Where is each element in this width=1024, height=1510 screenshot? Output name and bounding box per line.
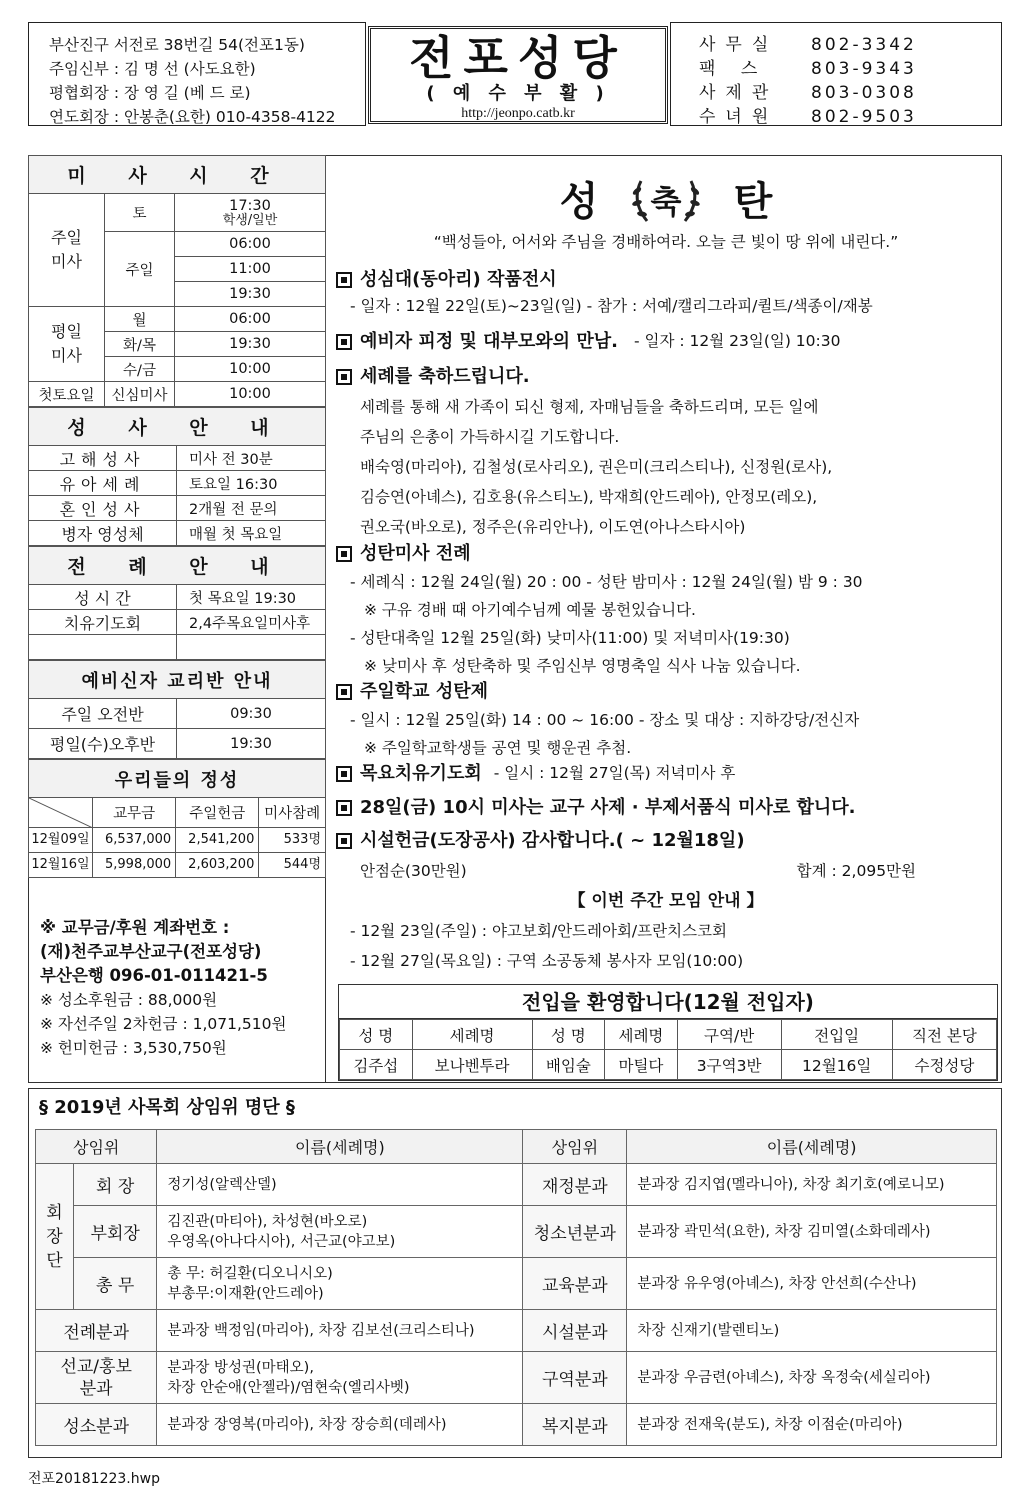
contact-value: 803-0308 <box>811 83 917 103</box>
offerings-attend: 544명 <box>259 853 326 878</box>
pastor-name: 주임신부 : 김 명 선 (사도요한) <box>49 60 256 78</box>
committee-name: 분과장 우금련(아녜스), 차장 옥정숙(세실리아) <box>637 1369 931 1386</box>
first-sat-time: 10:00 <box>175 382 326 407</box>
bullet-square-icon <box>336 684 352 700</box>
notice-item <box>336 794 996 821</box>
liturgy-name: 성 시 간 <box>29 585 177 610</box>
committee-group: 회장단 <box>36 1164 74 1310</box>
notice-heading <box>336 266 996 293</box>
banner-char: 탄 <box>733 179 773 225</box>
account-title: ※ 교무금/후원 계좌번호 : <box>40 918 230 937</box>
sat-time-value: 17:30 <box>229 197 271 214</box>
bullet-square-icon <box>336 334 352 350</box>
notice-heading <box>336 678 996 706</box>
committee-name: 김진관(마티아), 차성현(바오로) <box>167 1213 368 1230</box>
council-head: 평협회장 : 장 영 길 (베 드 로) <box>49 84 251 102</box>
notice-line: 세례를 통해 새 가족이 되신 형제, 자매님들을 축하드리며, 모든 일에 <box>360 398 819 416</box>
committee-names <box>157 1164 523 1206</box>
notice-item <box>336 760 996 787</box>
committee-category: 부회장 <box>74 1206 157 1258</box>
first-sat-type: 신심미사 <box>105 382 175 407</box>
contact-info <box>670 22 1002 126</box>
contact-row <box>699 81 1001 105</box>
sacrament-info: 매월 첫 목요일 <box>177 521 326 546</box>
sacrament-title: 성 사 안 내 <box>29 408 326 446</box>
newcomer-cell: 보나벤투라 <box>412 1050 532 1080</box>
committee-names <box>157 1352 523 1404</box>
offerings-date: 12월09일 <box>29 828 93 853</box>
account-item: ※ 헌미헌금 : 3,530,750원 <box>40 1039 227 1057</box>
notice-title: 주일학교 성탄제 <box>360 681 488 702</box>
parish-subtitle: ( 예 수 부 활 ) <box>426 83 610 104</box>
bullet-square-icon <box>336 800 352 816</box>
newcomer-header: 직전 본당 <box>892 1020 996 1050</box>
notice-item <box>336 540 996 680</box>
committee-header: 상임위 <box>36 1130 157 1164</box>
offerings-corner <box>29 798 93 828</box>
account-holder: (재)천주교부산교구(전포성당) <box>40 942 262 961</box>
title-box <box>368 26 668 124</box>
committee-name: 분과장 유우영(아녜스), 차장 안선희(수산나) <box>637 1275 917 1292</box>
yeondo-head: 연도회장 : 안봉춘(요한) 010-4358-4122 <box>49 108 336 126</box>
committee-names <box>157 1310 523 1352</box>
contact-row <box>699 57 1001 81</box>
notice-item <box>336 362 996 542</box>
contact-label: 수녀원 <box>699 107 779 127</box>
newcomer-cell: 마틸다 <box>605 1050 678 1080</box>
newcomer-cell: 수정성당 <box>892 1050 996 1080</box>
file-name-footer: 전포20181223.hwp <box>28 1471 160 1487</box>
sun-time: 19:30 <box>175 282 326 307</box>
newcomer-header: 전입일 <box>781 1020 892 1050</box>
banner-char: 성 <box>559 179 599 225</box>
notice-title: 성탄미사 전례 <box>360 543 471 564</box>
weekday-day: 월 <box>105 307 175 332</box>
committee-name: 부총무:이재환(안드레아) <box>167 1285 324 1302</box>
committee-names <box>627 1352 997 1404</box>
bullet-square-icon <box>336 369 352 385</box>
offerings-sunday: 2,541,200 <box>176 828 259 853</box>
notice-line: - 성탄대축일 12월 25일(화) 낮미사(11:00) 및 저녁미사(19:30) <box>350 629 790 647</box>
catechumen-title: 예비신자 교리반 안내 <box>29 661 326 699</box>
weekday-time: 10:00 <box>175 357 326 382</box>
account-item: ※ 성소후원금 : 88,000원 <box>40 991 218 1009</box>
committee-names <box>627 1404 997 1446</box>
committee-names <box>627 1206 997 1258</box>
notice-heading <box>336 794 996 821</box>
newcomer-header: 세례명 <box>412 1020 532 1050</box>
committee-header: 이름(세례명) <box>627 1130 997 1164</box>
offerings-attend: 533명 <box>259 828 326 853</box>
catechumen-class: 주일 오전반 <box>29 699 177 729</box>
contact-label: 팩 스 <box>699 59 768 79</box>
liturgy-table <box>28 546 326 660</box>
bulletin-header <box>28 22 1002 126</box>
notice-heading <box>336 328 996 355</box>
notice-line: ※ 낮미사 후 성탄축하 및 주임신부 영명축일 식사 나눔 있습니다. <box>364 657 801 675</box>
notice-item <box>336 826 996 976</box>
committee-category: 선교/홍보 분과 <box>36 1352 157 1404</box>
sacrament-name: 병자 영성체 <box>29 521 177 546</box>
offerings-header: 교무금 <box>93 798 176 828</box>
sacrament-info: 미사 전 30분 <box>177 446 326 471</box>
committee-header: 상임위 <box>523 1130 627 1164</box>
committee-category: 복지분과 <box>523 1404 627 1446</box>
notice-title: 예비자 피정 및 대부모와의 만남. <box>360 331 618 352</box>
notice-line: 배숙영(마리아), 김철성(로사리오), 권은미(크리스티나), 신정원(로사), <box>360 458 833 476</box>
committee-names <box>627 1258 997 1310</box>
notice-title: 성심대(동아리) 작품전시 <box>360 269 557 290</box>
sat-time-note: 학생/일반 <box>222 212 278 228</box>
wreath-icon <box>625 171 707 227</box>
newcomer-header: 성 명 <box>532 1020 605 1050</box>
liturgy-name: 치유기도회 <box>29 610 177 635</box>
committee-name: 우영옥(아나다시아), 서근교(야고보) <box>167 1233 396 1250</box>
committee-category: 총 무 <box>74 1258 157 1310</box>
first-sat-label: 첫토요일 <box>29 382 105 407</box>
liturgy-title: 전 례 안 내 <box>29 547 326 585</box>
weekday-time: 19:30 <box>175 332 326 357</box>
contact-label: 사제관 <box>699 83 779 103</box>
committee-names <box>627 1164 997 1206</box>
bullet-square-icon <box>336 546 352 562</box>
newcomer-header: 구역/반 <box>677 1020 781 1050</box>
offerings-sunday: 2,603,200 <box>176 853 259 878</box>
committee-name: 분과장 방성권(마태오), <box>167 1359 314 1376</box>
committee-name: 분과장 백정임(마리아), 차장 김보선(크리스티나) <box>167 1322 475 1339</box>
contact-row <box>699 33 1001 57</box>
committee-category: 교육분과 <box>523 1258 627 1310</box>
offerings-kyomu: 6,537,000 <box>93 828 176 853</box>
committee-name: 분과장 장영복(마리아), 차장 장승희(데레사) <box>167 1416 447 1433</box>
committee-name: 분과장 김지엽(멜라니아), 차장 최기호(예로니모) <box>637 1176 945 1193</box>
sacrament-info: 토요일 16:30 <box>177 471 326 496</box>
sunday-label: 주일 <box>105 232 175 307</box>
weekday-day: 화/목 <box>105 332 175 357</box>
committee-section <box>28 1088 1002 1458</box>
weekday-day: 수/금 <box>105 357 175 382</box>
committee-category: 시설분과 <box>523 1310 627 1352</box>
christmas-quote: “백성들아, 어서와 주님을 경배하여라. 오늘 큰 빛이 땅 위에 내린다.” <box>433 233 899 251</box>
committee-header: 이름(세례명) <box>157 1130 523 1164</box>
banner-char: 축 <box>650 182 682 221</box>
newcomer-cell: 김주섭 <box>340 1050 413 1080</box>
catechumen-time: 09:30 <box>177 699 326 729</box>
donor-name: 안점순(30만원) <box>360 862 467 880</box>
committee-names <box>157 1404 523 1446</box>
parish-url[interactable]: http://jeonpo.catb.kr <box>461 106 575 121</box>
newcomer-cell: 3구역3반 <box>677 1050 781 1080</box>
notice-heading <box>336 760 996 787</box>
newcomer-cell: 12월16일 <box>781 1050 892 1080</box>
christmas-banner <box>336 170 996 227</box>
sun-time: 11:00 <box>175 257 326 282</box>
notice-line: 김승연(아녜스), 김호용(유스티노), 박재희(안드레아), 안정모(레오), <box>360 488 818 506</box>
committee-category: 회 장 <box>74 1164 157 1206</box>
committee-title: § 2019년 사목회 상임위 명단 § <box>39 1097 295 1118</box>
liturgy-info: 2,4주목요일미사후 <box>177 610 326 635</box>
weekday-mass-label: 평일미사 <box>29 307 105 382</box>
notice-heading <box>336 826 996 856</box>
notice-line: 주님의 은총이 가득하시길 기도합니다. <box>360 428 620 446</box>
newcomer-box <box>338 984 998 1081</box>
notice-title: 세례를 축하드립니다. <box>360 366 530 387</box>
sacrament-name: 유아세례 <box>29 471 177 496</box>
committee-category: 성소분과 <box>36 1404 157 1446</box>
bullet-square-icon <box>336 272 352 288</box>
banner-title <box>336 170 996 227</box>
committee-names <box>157 1258 523 1310</box>
sacrament-table <box>28 407 326 546</box>
committee-name: 총 무: 허길환(디오니시오) <box>167 1265 333 1282</box>
notice-title: 시설헌금(도장공사) 감사합니다.( ~ 12월18일) <box>360 830 745 851</box>
notice-title: 목요치유기도회 <box>360 763 482 784</box>
committee-names <box>627 1310 997 1352</box>
notice-line: ※ 구유 경배 때 아기예수님께 예물 봉헌있습니다. <box>364 601 696 619</box>
diagonal-line <box>29 798 93 828</box>
sacrament-name: 혼인성사 <box>29 496 177 521</box>
sun-time: 06:00 <box>175 232 326 257</box>
sat-label: 토 <box>105 194 175 232</box>
notice-item <box>336 328 996 355</box>
donation-total: 합계 : 2,095만원 <box>796 862 916 880</box>
mass-title: 미 사 시 간 <box>29 156 326 194</box>
notice-heading <box>336 362 996 392</box>
committee-name: 차장 신재기(발렌티노) <box>637 1322 780 1339</box>
notice-line: 권오국(바오로), 정주은(유리안나), 이도연(아나스타시아) <box>360 518 746 536</box>
notice-line <box>336 856 996 886</box>
meeting-title: 【 이번 주간 모임 안내 】 <box>568 891 764 911</box>
liturgy-empty <box>177 635 326 660</box>
committee-table <box>35 1129 997 1446</box>
notice-title: 28일(금) 10시 미사는 교구 사제 · 부제서품식 미사로 합니다. <box>360 797 856 818</box>
catechumen-time: 19:30 <box>177 729 326 759</box>
contact-value: 803-9343 <box>811 59 917 79</box>
mass-schedule-table <box>28 155 326 407</box>
meeting-line: - 12월 23일(주일) : 야고보회/안드레아회/프란치스코회 <box>350 922 727 940</box>
committee-name: 분과장 전재욱(분도), 차장 이점순(마리아) <box>637 1416 903 1433</box>
notice-item <box>336 678 996 762</box>
contact-row <box>699 105 1001 129</box>
newcomer-header: 성 명 <box>340 1020 413 1050</box>
committee-category: 구역분과 <box>523 1352 627 1404</box>
notice-line: ※ 주일학교학생들 공연 및 행운권 추첨. <box>364 739 632 757</box>
sunday-mass-label: 주일미사 <box>29 194 105 307</box>
parish-info <box>28 22 366 126</box>
catechumen-table <box>28 660 326 759</box>
catechumen-class: 평일(수)오후반 <box>29 729 177 759</box>
notice-line: - 일시 : 12월 25일(화) 14 : 00 ~ 16:00 - 장소 및 대상 : 지하강당/전신자 <box>350 711 860 729</box>
bullet-square-icon <box>336 833 352 849</box>
notice-line: - 일자 : 12월 23일(일) 10:30 <box>633 332 841 350</box>
weekday-time: 06:00 <box>175 307 326 332</box>
newcomer-header: 세례명 <box>605 1020 678 1050</box>
notice-line: - 세례식 : 12월 24일(월) 20 : 00 - 성탄 밤미사 : 12월 24일(월) 밤 9 : 30 <box>350 573 863 591</box>
notice-line: - 일시 : 12월 27일(목) 저녁미사 후 <box>493 764 736 782</box>
liturgy-info: 첫 목요일 19:30 <box>177 585 326 610</box>
right-column <box>336 160 996 1080</box>
offerings-table <box>28 759 326 878</box>
contact-value: 802-9503 <box>811 107 917 127</box>
committee-category: 전례분과 <box>36 1310 157 1352</box>
offerings-header: 미사참례 <box>259 798 326 828</box>
offerings-date: 12월16일 <box>29 853 93 878</box>
committee-category: 청소년분과 <box>523 1206 627 1258</box>
sacrament-info: 2개월 전 문의 <box>177 496 326 521</box>
newcomer-table <box>339 1019 997 1080</box>
account-info <box>40 916 326 1060</box>
committee-name: 차장 안순애(안젤라)/염현숙(엘리사벳) <box>167 1379 410 1396</box>
contact-value: 802-3342 <box>811 35 917 55</box>
liturgy-empty <box>29 635 177 660</box>
newcomer-cell: 배임술 <box>532 1050 605 1080</box>
parish-address: 부산진구 서전로 38번길 54(전포1동) <box>49 36 305 54</box>
committee-names <box>157 1206 523 1258</box>
meeting-line: - 12월 27일(목요일) : 구역 소공동체 봉사자 모임(10:00) <box>350 952 744 970</box>
account-item: ※ 자선주일 2차헌금 : 1,071,510원 <box>40 1015 287 1033</box>
newcomer-title: 전입을 환영합니다(12월 전입자) <box>339 985 997 1019</box>
notice-item <box>336 266 996 320</box>
notice-heading <box>336 540 996 568</box>
offerings-header: 주일헌금 <box>176 798 259 828</box>
offerings-kyomu: 5,998,000 <box>93 853 176 878</box>
sacrament-name: 고해성사 <box>29 446 177 471</box>
contact-label: 사무실 <box>699 35 779 55</box>
offerings-title: 우리들의 정성 <box>29 760 326 798</box>
committee-name: 분과장 곽민석(요한), 차장 김미열(소화데레사) <box>637 1223 931 1240</box>
notice-line: - 일자 : 12월 22일(토)~23일(일) - 참가 : 서예/캘리그라피/퀼트/색종이/재봉 <box>350 297 873 315</box>
parish-title: 전포성당 <box>409 31 627 85</box>
account-bank: 부산은행 096-01-011421-5 <box>40 966 268 985</box>
committee-category: 재정분과 <box>523 1164 627 1206</box>
committee-name: 정기성(알렉산델) <box>167 1176 277 1193</box>
bullet-square-icon <box>336 766 352 782</box>
sat-time <box>175 194 326 232</box>
